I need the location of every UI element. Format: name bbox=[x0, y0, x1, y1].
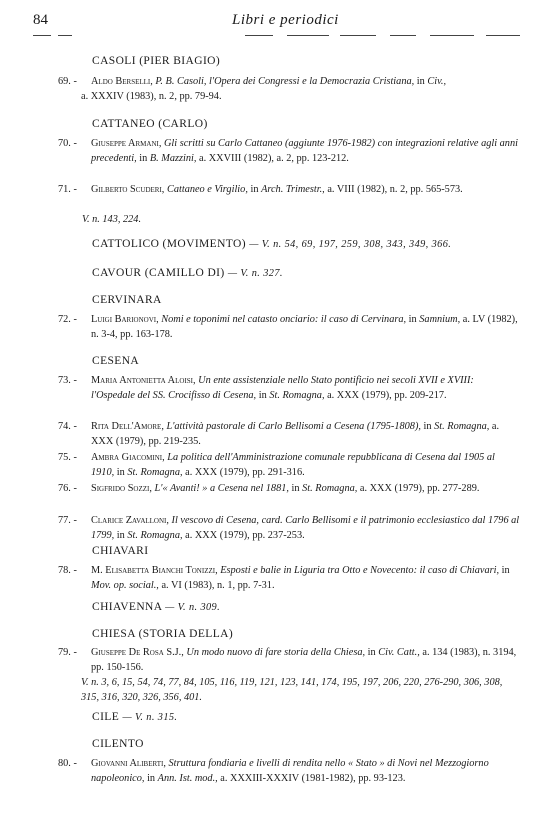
entry-journal: St. Romagna, bbox=[269, 390, 325, 402]
entry-number: 79. - bbox=[58, 647, 77, 658]
entry-details: a. XXX (1979), pp. 277-289. bbox=[359, 483, 480, 494]
bibliography-entry bbox=[58, 182, 520, 197]
bibliography-entry bbox=[58, 481, 520, 496]
entry-author: Maria Antonietta Aloisi, bbox=[91, 375, 196, 386]
entry-title: L'« Avanti! » a Cesena nel 1881, bbox=[154, 483, 289, 494]
entry-number: 75. - bbox=[58, 452, 77, 463]
entry-details: a. VI (1983), n. 1, pp. 7-31. bbox=[161, 580, 275, 592]
entry-journal: Civ., bbox=[427, 76, 447, 87]
cross-reference: — V. n. 309. bbox=[165, 602, 221, 613]
entry-author: Giovanni Aliberti, bbox=[91, 758, 166, 769]
page-number: 84 bbox=[33, 12, 48, 28]
entry-number: 69. - bbox=[58, 76, 77, 87]
bibliography-entry bbox=[58, 645, 520, 675]
entry-author: Gilberto Scuderi, bbox=[91, 184, 165, 195]
section-heading: CILE — V. n. 315. bbox=[92, 711, 178, 723]
header-rule bbox=[33, 35, 51, 36]
bibliography-entry bbox=[58, 74, 520, 104]
entry-journal: Samnium, bbox=[419, 314, 461, 325]
entry-details: a. XXX (1979), pp. 237-253. bbox=[185, 530, 305, 542]
entry-details: a. XXVIII (1982), a. 2, pp. 123-212. bbox=[199, 153, 349, 165]
entry-author: Giuseppe Armani, bbox=[91, 138, 162, 149]
cross-reference: V. n. 3, 6, 15, 54, 74, 77, 84, 105, 116, 119, 121, 123, 141, 174, 195, 197, 206, 220, 276-290, 306, 308, 315, 316, 320, 326, 356, 401. bbox=[81, 677, 503, 703]
section-heading: CHIAVARI bbox=[92, 545, 149, 557]
section-heading: CILENTO bbox=[92, 738, 144, 750]
bibliography-entry bbox=[58, 563, 520, 593]
entry-in: in bbox=[291, 483, 300, 494]
section-heading: CHIAVENNA — V. n. 309. bbox=[92, 601, 221, 613]
cross-reference: — V. n. 327. bbox=[227, 268, 283, 279]
bibliography-entry bbox=[58, 312, 520, 342]
entry-title: Il vescovo di Cesena, card. Carlo Bellisomi e il patrimonio ecclesiastico dal 1796 al 1799, bbox=[91, 515, 520, 542]
section-heading: CATTANEO (CARLO) bbox=[92, 118, 208, 130]
entry-journal: St. Romagna, bbox=[127, 530, 183, 542]
entry-in: in bbox=[139, 153, 148, 165]
bibliography-entry bbox=[58, 756, 520, 786]
entry-number: 73. - bbox=[58, 375, 77, 386]
header-rule bbox=[390, 35, 416, 36]
section-heading: CESENA bbox=[92, 355, 140, 367]
cross-reference: — V. n. 54, 69, 197, 259, 308, 343, 349, 366. bbox=[249, 239, 452, 250]
entry-title: L'attività pastorale di Carlo Bellisomi a Cesena (1795-1808), bbox=[166, 421, 421, 432]
entry-in: in bbox=[501, 565, 510, 576]
entry-author: Sigfrido Sozzi, bbox=[91, 483, 152, 494]
entry-author: Aldo Berselli, bbox=[91, 76, 153, 87]
entry-in: in bbox=[367, 647, 376, 658]
entry-number: 77. - bbox=[58, 515, 77, 526]
entry-details: a. VIII (1982), n. 2, pp. 565-573. bbox=[327, 184, 463, 195]
entry-journal: St. Romagna, bbox=[434, 421, 490, 432]
entry-title: Cattaneo e Virgilio, bbox=[166, 184, 248, 195]
header-rule bbox=[430, 35, 474, 36]
entry-details: a. 134 (1983), n. 3194, pp. 150-156. bbox=[91, 647, 517, 674]
entry-details: a. XXXIV (1983), n. 2, pp. 79-94. bbox=[81, 91, 222, 103]
entry-title: Un ente assistenziale nello Stato pontificio nei secoli XVII e XVIII: l'Ospedale del SS. Crocifisso di Cesena, bbox=[91, 375, 474, 402]
bibliography-entry bbox=[58, 513, 520, 543]
entry-details: a. XXX (1979), pp. 291-316. bbox=[185, 467, 305, 479]
entry-number: 72. - bbox=[58, 314, 77, 325]
entry-author: Clarice Zavalloni, bbox=[91, 515, 169, 526]
entry-title: Struttura fondiaria e livelli di rendita nello « Stato » di Novi nel Mezzogiorno napoleonico, bbox=[91, 758, 489, 785]
section-heading: CATTOLICO (MOVIMENTO) — V. n. 54, 69, 197, 259, 308, 343, 349, 366. bbox=[92, 238, 452, 250]
entry-title: Gli scritti su Carlo Cattaneo (aggiunte 1976-1982) con integrazioni relative agli anni precedenti, bbox=[91, 138, 518, 165]
entry-in: in bbox=[423, 421, 432, 432]
entry-in: in bbox=[250, 184, 259, 195]
entry-title: La politica dell'Amministrazione comunale repubblicana di Cesena dal 1905 al 1910, bbox=[91, 452, 495, 479]
entry-journal: St. Romagna, bbox=[302, 483, 358, 494]
header-rule bbox=[287, 35, 329, 36]
entry-title: Esposti e balie in Liguria tra Otto e Novecento: il caso di Chiavari, bbox=[220, 565, 500, 576]
entry-number: 78. - bbox=[58, 565, 77, 576]
entry-title: P. B. Casoli, l'Opera dei Congressi e la Democrazia Cristiana, bbox=[155, 76, 415, 87]
entry-journal: Mov. op. social., bbox=[91, 580, 159, 592]
entry-journal: Ann. Ist. mod., bbox=[157, 773, 218, 785]
entry-number: 74. - bbox=[58, 421, 77, 432]
running-head: Libri e periodici bbox=[232, 12, 339, 28]
entry-title: Nomi e toponimi nel catasto onciario: il caso di Cervinara, bbox=[161, 314, 407, 325]
entry-in: in bbox=[116, 467, 125, 479]
entry-details: a. XXX (1979), pp. 209-217. bbox=[327, 390, 447, 402]
section-heading: CHIESA (STORIA DELLA) bbox=[92, 628, 234, 640]
entry-details: a. XXX (1979), pp. 219-235. bbox=[91, 421, 500, 448]
entry-author: Luigi Barionovi, bbox=[91, 314, 159, 325]
cross-reference: — V. n. 315. bbox=[122, 712, 178, 723]
entry-title: Un modo nuovo di fare storia della Chiesa, bbox=[186, 647, 366, 658]
entry-in: in bbox=[147, 773, 156, 785]
entry-author: M. Elisabetta Bianchi Tonizzi, bbox=[91, 565, 218, 576]
entry-number: 80. - bbox=[58, 758, 77, 769]
bibliography-entry bbox=[58, 373, 520, 403]
entry-journal: Civ. Catt., bbox=[378, 647, 420, 658]
header-rule bbox=[340, 35, 376, 36]
entry-journal: St. Romagna, bbox=[127, 467, 183, 479]
header-rule bbox=[486, 35, 520, 36]
entry-author: Giuseppe De Rosa S.J., bbox=[91, 647, 184, 658]
header-rule bbox=[245, 35, 273, 36]
entry-number: 76. - bbox=[58, 483, 77, 494]
section-heading: CASOLI (PIER BIAGIO) bbox=[92, 55, 221, 67]
entry-details: a. LV (1982), n. 3-4, pp. 163-178. bbox=[91, 314, 518, 341]
header-rule bbox=[58, 35, 72, 36]
bibliography-entry bbox=[58, 419, 520, 449]
entry-in: in bbox=[408, 314, 417, 325]
entry-author: Rita Dell'Amore, bbox=[91, 421, 164, 432]
entry-journal: Arch. Trimestr., bbox=[261, 184, 325, 195]
entry-in: in bbox=[258, 390, 267, 402]
entry-author: Ambra Giacomini, bbox=[91, 452, 165, 463]
entry-number: 70. - bbox=[58, 138, 77, 149]
entry-in: in bbox=[416, 76, 425, 87]
entry-details: a. XXXIII-XXXIV (1981-1982), pp. 93-123. bbox=[220, 773, 406, 785]
bibliography-entry bbox=[58, 136, 520, 166]
section-heading: CERVINARA bbox=[92, 294, 162, 306]
section-heading: CAVOUR (CAMILLO DI) — V. n. 327. bbox=[92, 267, 283, 279]
entry-number: 71. - bbox=[58, 184, 77, 195]
cross-reference: V. n. 143, 224. bbox=[82, 214, 142, 225]
entry-journal: B. Mazzini, bbox=[149, 153, 197, 165]
entry-in: in bbox=[116, 530, 125, 542]
bibliography-entry bbox=[58, 450, 520, 480]
